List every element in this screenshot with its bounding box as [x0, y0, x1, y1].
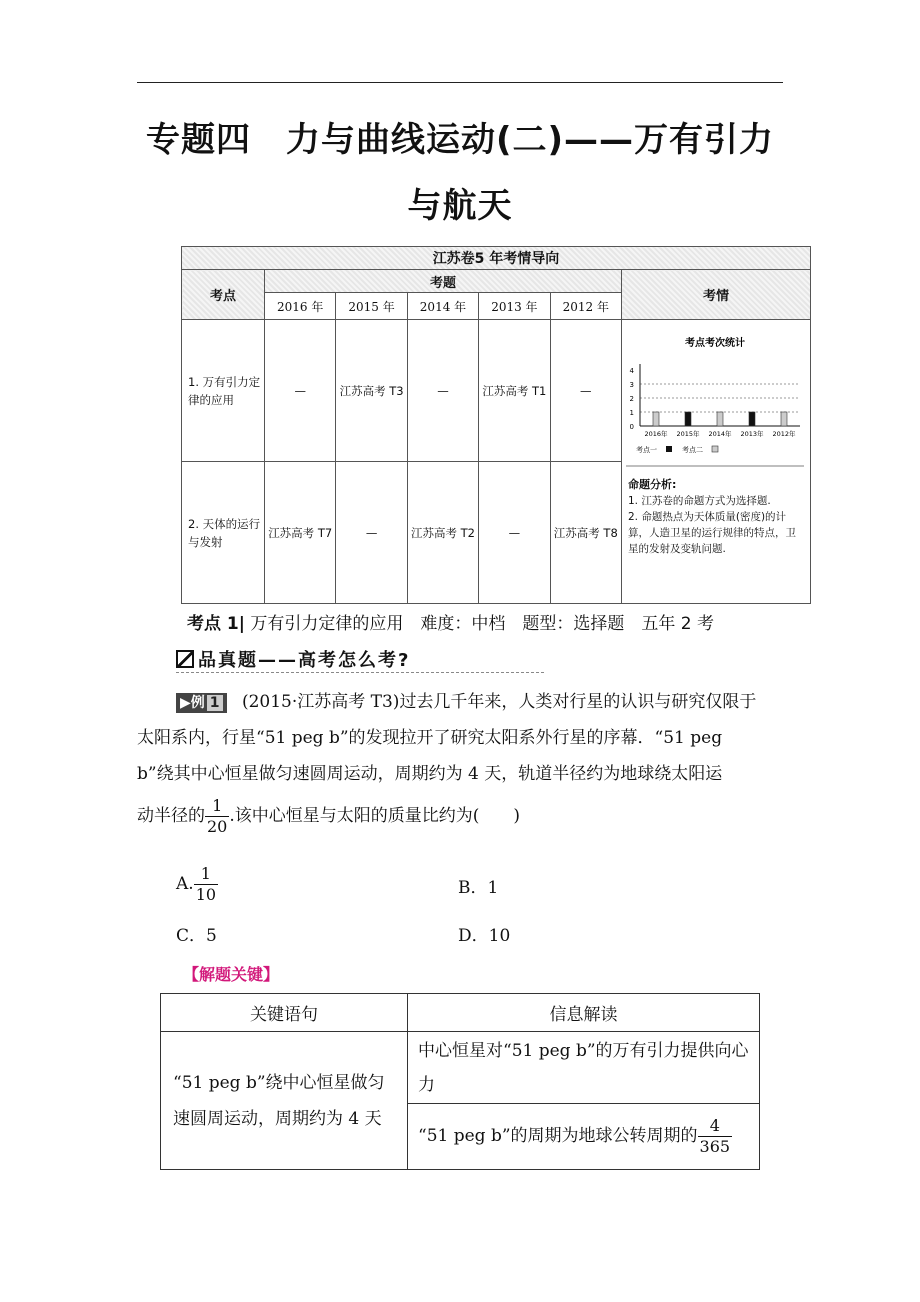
top-rule — [137, 82, 783, 83]
example-text: 过去几千年来，人类对行星的认识与研究仅限于 — [399, 692, 757, 712]
analysis-block — [622, 473, 810, 563]
y-tick-label: 2 — [629, 395, 634, 403]
chart-title: 考点考次统计 — [685, 338, 745, 349]
fraction-num: 1 — [194, 864, 218, 885]
question-cell: — — [550, 320, 621, 462]
example-line2: 太阳系内，行星“51 peg b”的发现拉开了研究太阳系外行星的序幕．“51 peg — [137, 728, 723, 748]
year-header: 2012 年 — [550, 293, 621, 320]
question-cell: 江苏高考 T1 — [479, 320, 550, 462]
legend-label: 考点一 — [636, 446, 657, 454]
table-caption: 江苏卷5 年考情导向 — [182, 247, 811, 270]
option-d[interactable]: D．10 — [458, 926, 511, 946]
page-title: 专题四 力与曲线运动(二)——万有引力 — [145, 120, 775, 160]
question-cell: — — [265, 320, 336, 462]
example-source: (2015·江苏高考 T3) — [241, 692, 400, 712]
x-tick-label: 2013年 — [740, 430, 764, 438]
key-info-cell: 中心恒星对“51 peg b”的万有引力提供向心力 — [408, 1032, 760, 1104]
legend-label: 考点二 — [682, 446, 703, 454]
example-line4 — [137, 796, 797, 837]
key-col-header: 信息解读 — [408, 994, 760, 1032]
situation-cell — [622, 320, 811, 604]
dashed-divider — [176, 672, 544, 673]
key-phrase-cell: “51 peg b”绕中心恒星做匀速圆周运动，周期约为 4 天 — [161, 1032, 408, 1170]
example-badge: ▶例 1 — [176, 693, 227, 713]
exam-count-chart — [622, 320, 808, 470]
section-heading-text: 品真题——高考怎么考? — [198, 650, 411, 671]
x-tick-label: 2015年 — [676, 430, 700, 438]
option-a[interactable] — [176, 864, 218, 905]
badge-label: 例 — [190, 695, 205, 711]
point-cell: 1. 万有引力定律的应用 — [182, 320, 265, 462]
key-col-header: 关键语句 — [161, 994, 408, 1032]
y-tick-label: 1 — [629, 409, 634, 417]
question-cell: 江苏高考 T8 — [550, 462, 621, 604]
bar-point2 — [653, 412, 659, 426]
legend-swatch — [666, 446, 672, 452]
col-header-questions: 考题 — [265, 270, 622, 293]
question-cell: 江苏高考 T3 — [336, 320, 407, 462]
col-header-situation: 考情 — [622, 270, 811, 320]
fraction — [205, 796, 229, 837]
fraction-num: 4 — [698, 1116, 733, 1137]
bar-point2 — [781, 412, 787, 426]
x-tick-label: 2014年 — [708, 430, 732, 438]
year-header: 2016 年 — [265, 293, 336, 320]
topic-text: 万有引力定律的应用 难度：中档 题型：选择题 五年 2 考 — [250, 614, 714, 634]
option-b[interactable]: B．1 — [458, 878, 499, 898]
badge-number: 1 — [207, 695, 223, 711]
question-cell: 江苏高考 T2 — [407, 462, 478, 604]
analysis-item: 2. 命题热点为天体质量(密度)的计算，人造卫星的运行规律的特点，卫星的发射及变轨问题. — [628, 511, 796, 555]
topic-line — [187, 609, 714, 634]
bar-point2 — [717, 412, 723, 426]
year-header: 2013 年 — [479, 293, 550, 320]
example-line4-post: .该中心恒星与太阳的质量比约为( ) — [229, 806, 521, 826]
bar-point1 — [749, 412, 755, 426]
legend-swatch — [712, 446, 718, 452]
example-line3: b”绕其中心恒星做匀速圆周运动，周期约为 4 天，轨道半径约为地球绕太阳运 — [137, 764, 723, 784]
topic-label: 考点 1| — [187, 614, 245, 634]
key-info-text: “51 peg b”的周期为地球公转周期的 — [418, 1126, 698, 1146]
table-row — [182, 320, 811, 462]
key-table — [160, 993, 760, 1170]
analysis-item: 1. 江苏卷的命题方式为选择题. — [628, 495, 771, 507]
fraction-den: 10 — [195, 885, 217, 904]
question-cell: 江苏高考 T7 — [265, 462, 336, 604]
option-a-label: A. — [176, 874, 194, 894]
fraction-num: 1 — [205, 796, 229, 817]
key-info-cell — [408, 1104, 760, 1170]
fraction — [194, 864, 218, 905]
key-heading: 【解题关键】 — [183, 965, 280, 984]
checkbox-icon — [176, 650, 194, 668]
point-cell: 2. 天体的运行与发射 — [182, 462, 265, 604]
question-cell: — — [479, 462, 550, 604]
y-tick-label: 0 — [629, 423, 634, 431]
option-c[interactable]: C．5 — [176, 926, 217, 946]
exam-trend-table — [181, 246, 811, 604]
question-cell: — — [336, 462, 407, 604]
analysis-title: 命题分析: — [628, 478, 677, 491]
example-line1 — [176, 684, 786, 720]
y-tick-label: 4 — [629, 367, 634, 375]
x-tick-label: 2016年 — [644, 430, 668, 438]
page-title-line2: 与航天 — [407, 186, 513, 226]
fraction — [698, 1116, 733, 1157]
question-cell: — — [407, 320, 478, 462]
fraction-den: 20 — [207, 817, 228, 836]
section-heading — [176, 646, 410, 672]
year-header: 2015 年 — [336, 293, 407, 320]
year-header: 2014 年 — [407, 293, 478, 320]
bar-point1 — [685, 412, 691, 426]
col-header-point: 考点 — [182, 270, 265, 320]
fraction-den: 365 — [699, 1137, 731, 1156]
example-line4-pre: 动半径的 — [137, 806, 205, 826]
y-tick-label: 3 — [629, 381, 634, 389]
x-tick-label: 2012年 — [772, 430, 796, 438]
